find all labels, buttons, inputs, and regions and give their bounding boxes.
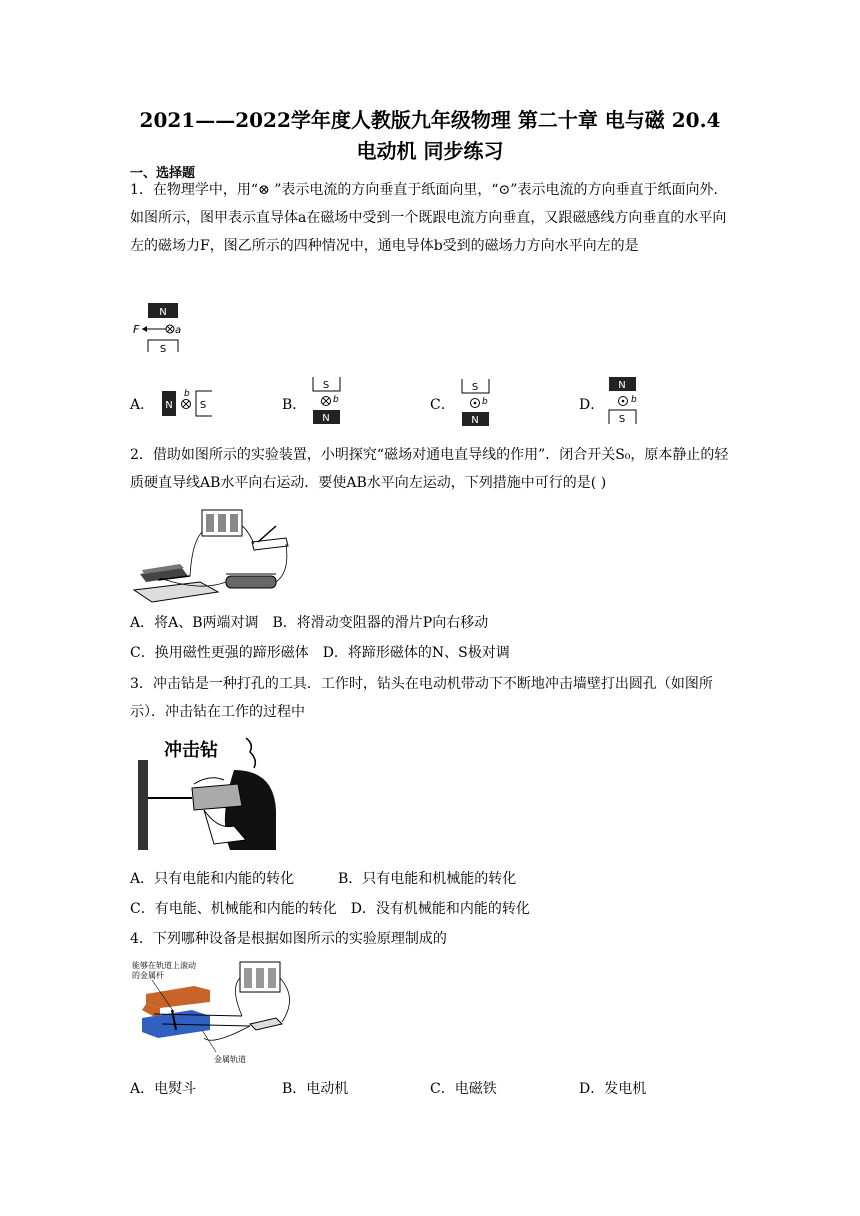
switch	[252, 538, 288, 550]
conductor-b-label: b	[333, 395, 339, 405]
rheostat	[226, 576, 276, 588]
q1-option-d[interactable]: D．	[579, 397, 605, 413]
q1-option-c-figure	[459, 376, 495, 428]
wall	[138, 760, 148, 850]
q3-option-b[interactable]: B．只有电能和机械能的转化	[338, 871, 517, 887]
q4-option-c[interactable]: C．电磁铁	[430, 1081, 497, 1097]
s-pole-label: S	[471, 382, 479, 393]
base-board	[134, 582, 218, 602]
title-line-1: 2021——2022学年度人教版九年级物理 第二十章 电与磁 20.4	[139, 108, 721, 132]
question-1-text: 1．在物理学中，用“⊗ ”表示电流的方向垂直于纸面向里，“⊙”表示电流的方向垂直于纸面向外．如图所示，图甲表示直导体a在磁场中受到一个既跟电流方向垂直，又跟磁感线方向垂直的水平向左的磁场力F，图乙所示的四种情况中，通电导体b受到的磁场力方向水平向左的是	[130, 182, 728, 254]
n-pole-label: N	[618, 380, 626, 391]
q1-option-b-figure	[310, 374, 346, 426]
q2-apparatus-figure	[130, 502, 292, 606]
q1-option-a[interactable]: A．	[130, 397, 155, 413]
conductor-a-label: a	[175, 325, 182, 336]
title-line-2: 电动机 同步练习	[356, 139, 504, 163]
question-3-text: 3．冲击钻是一种打孔的工具．工作时，钻头在电动机带动下不断地冲击墙壁打出圆孔（如图所示）．冲击钻在工作的过程中	[130, 676, 713, 720]
force-label: F	[133, 323, 140, 336]
drill-body	[192, 784, 242, 810]
q2-options-row-1[interactable]: A．将A、B两端对调 B．将滑动变阻器的滑片P向右移动	[130, 615, 489, 631]
q3-options-row-2[interactable]: C．有电能、机械能和内能的转化 D．没有机械能和内能的转化	[130, 901, 530, 917]
force-arrowhead	[142, 326, 147, 332]
conductor-b-label: b	[631, 395, 637, 405]
magnet-top-arm	[146, 986, 210, 1008]
s-pole-label: S	[159, 344, 167, 355]
rod-label-line-1: 能够在轨道上滚动	[132, 961, 196, 970]
q4-option-b[interactable]: B．电动机	[282, 1081, 349, 1097]
switch	[250, 1018, 282, 1030]
s-pole-label: S	[199, 400, 207, 411]
q4-option-a[interactable]: A．电熨斗	[130, 1081, 197, 1097]
q1-option-d-figure	[606, 374, 644, 426]
n-pole-label: N	[322, 413, 330, 424]
impact-drill-label: 冲击钻	[164, 740, 218, 761]
q1-figure-jia	[132, 302, 192, 358]
question-4-text: 4．下列哪种设备是根据如图所示的实验原理制成的	[130, 931, 447, 947]
section-heading: 一、选择题	[130, 166, 196, 181]
conductor-b-label: b	[184, 389, 190, 399]
page-title	[110, 105, 750, 167]
conductor-b-label: b	[482, 397, 488, 407]
q4-option-d[interactable]: D．发电机	[579, 1081, 647, 1097]
q1-option-a-figure	[162, 388, 218, 418]
q4-rail-experiment-figure	[132, 958, 300, 1068]
q1-option-c[interactable]: C．	[430, 397, 455, 413]
s-pole-label: S	[322, 380, 330, 391]
question-2-text: 2．借助如图所示的实验装置，小明探究“磁场对通电直导线的作用”．闭合开关S₀，原本静止的轻质硬直导线AB水平向右运动．要使AB水平向左运动，下列措施中可行的是( )	[130, 447, 729, 491]
q1-option-b[interactable]: B．	[282, 397, 307, 413]
track-label: 金属轨道	[214, 1055, 246, 1064]
n-pole-label: N	[471, 415, 479, 426]
q3-impact-drill-figure	[134, 730, 278, 852]
rod-label-line-2: 的金属杆	[132, 971, 164, 980]
q2-options-row-2[interactable]: C．换用磁性更强的蹄形磁体 D．将蹄形磁体的N、S极对调	[130, 645, 510, 661]
s-pole-label: S	[618, 414, 626, 425]
n-pole-label: N	[159, 307, 167, 318]
q3-option-a[interactable]: A．只有电能和内能的转化	[130, 871, 295, 887]
n-pole-label: N	[165, 400, 173, 411]
